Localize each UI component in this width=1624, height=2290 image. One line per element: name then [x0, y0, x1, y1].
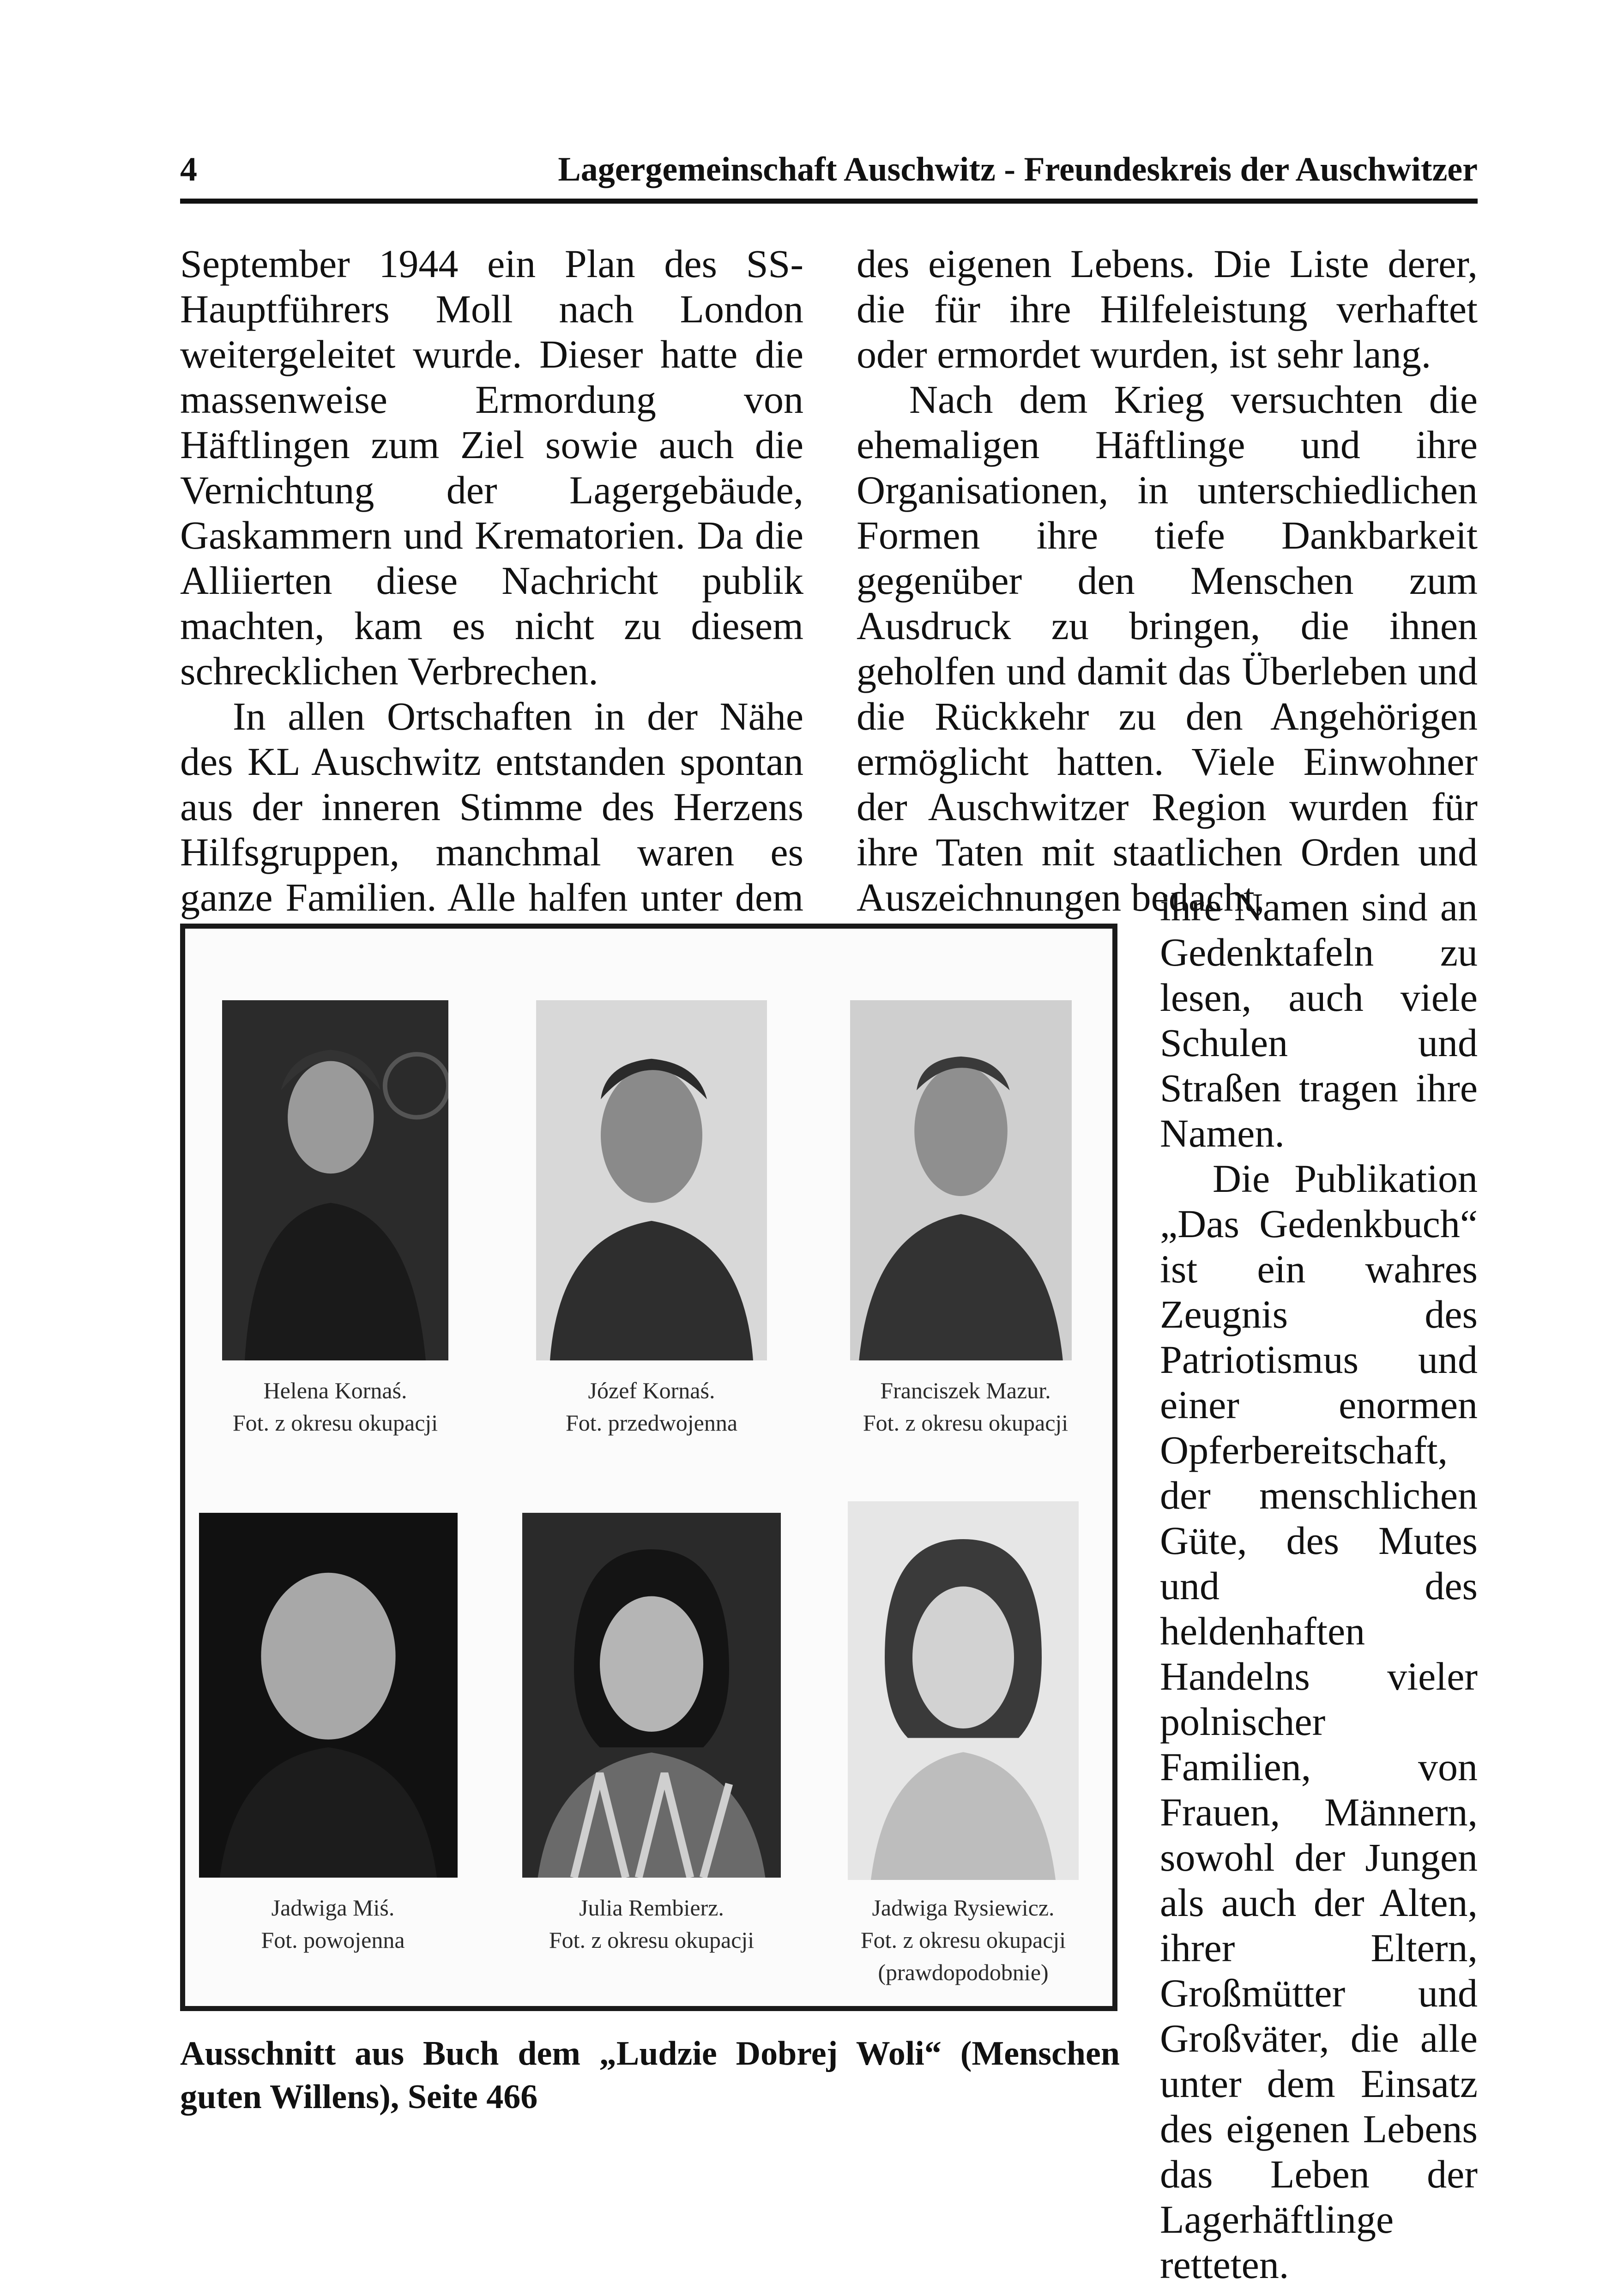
photo-note: Fot. przedwojenna [565, 1410, 738, 1436]
person-name: Józef Kornaś. [588, 1378, 715, 1403]
right-paragraph-2: Nach dem Krieg versuchten die ehemaligen Häftlinge und ihre Organisationen, in unterschiedlichen Formen ihre tiefe Dankbarkeit gegenüber den Menschen zum Ausdruck zu bringen, die ihnen geholfen und damit das Überleben und die Rückkehr zu den Angehörigen ermöglicht hatten. Viele Einwohner der Auschwitzer Region wurden für ihre Taten mit staatlichen Orden und Auszeichnungen bedacht, [857, 377, 1478, 919]
figure-caption-text: Ausschnitt aus Buch dem „Ludzie Dobrej Woli“ (Menschen guten Willens), Seite 466 [180, 2035, 1120, 2116]
photo-caption [815, 1891, 1111, 1988]
page-number: 4 [180, 151, 197, 188]
photo-note: Fot. powojenna [261, 1927, 405, 1953]
photo-note: Fot. z okresu okupacji [232, 1410, 438, 1436]
left-column [180, 241, 803, 965]
photo-caption [818, 1374, 1113, 1439]
person-name: Helena Kornaś. [263, 1378, 407, 1403]
right-paragraph-1: des eigenen Lebens. Die Liste derer, die für ihre Hilfeleistung verhaftet oder ermordet wurden, ist sehr lang. [857, 242, 1478, 376]
portrait-photo [522, 1513, 781, 1878]
portrait-photo [850, 1000, 1072, 1360]
right-paragraph-3: Die Publikation „Das Gedenkbuch“ ist ein wahres Zeugnis des Patriotismus und einer enormen Opferbereitschaft, der menschlichen Güte, des Mutes und des heldenhaften Handelns vieler polnischer Familien, von Frauen, Männern, sowohl der Jungen als auch der Alten, ihrer Eltern, Großmütter und Großväter, die alle unter dem Einsatz des eigenen Lebens das Leben der Lagerhäftlinge retteten. [1160, 1156, 1478, 2287]
portrait-photo [536, 1000, 767, 1360]
photo-caption [504, 1374, 799, 1439]
photo-caption [187, 1374, 483, 1439]
person-name: Julia Rembierz. [579, 1895, 724, 1921]
photo-note: Fot. z okresu okupacji [863, 1410, 1069, 1436]
photo-figure [180, 924, 1117, 2011]
header-rule [180, 199, 1478, 204]
figure-caption [180, 2032, 1120, 2119]
left-paragraph-1: September 1944 ein Plan des SS-Hauptführers Moll nach London weitergeleitet wurde. Dieser hatte die massenweise Ermordung von Häftlingen zum Ziel sowie auch die Vernichtung der Lagergebäude, Gaskammern und Krematorien. Da die Alliierten diese Nachricht publik machten, kam es nicht zu diesem schrecklichen Verbrechen. [180, 242, 803, 693]
portrait-photo [848, 1501, 1079, 1880]
photo-note: (prawdopodobnie) [878, 1959, 1049, 1985]
photo-note: Fot. z okresu okupacji [549, 1927, 755, 1953]
photo-caption [504, 1891, 799, 1956]
person-name: Franciszek Mazur. [880, 1378, 1051, 1403]
portrait-photo [199, 1513, 458, 1878]
photo-caption [185, 1891, 481, 1956]
running-title: Lagergemeinschaft Auschwitz - Freundeskreis der Auschwitzer [558, 151, 1478, 188]
person-name: Jadwiga Rysiewicz. [872, 1895, 1055, 1921]
right-paragraph-2-continued: ihre Namen sind an Gedenktafeln zu lesen, auch viele Schulen und Straßen tragen ihre Namen. [1160, 885, 1478, 1155]
photo-note: Fot. z okresu okupacji [860, 1927, 1066, 1953]
right-column [857, 241, 1478, 920]
portrait-photo [222, 1000, 448, 1360]
person-name: Jadwiga Miś. [271, 1895, 395, 1921]
right-column-narrow [1160, 884, 1478, 2287]
left-paragraph-2: In allen Ortschaften in der Nähe des KL Auschwitz entstanden spontan aus der inneren Stimme des Herzens Hilfsgruppen, manchmal waren es ganze Familien. Alle halfen unter dem [180, 694, 803, 919]
